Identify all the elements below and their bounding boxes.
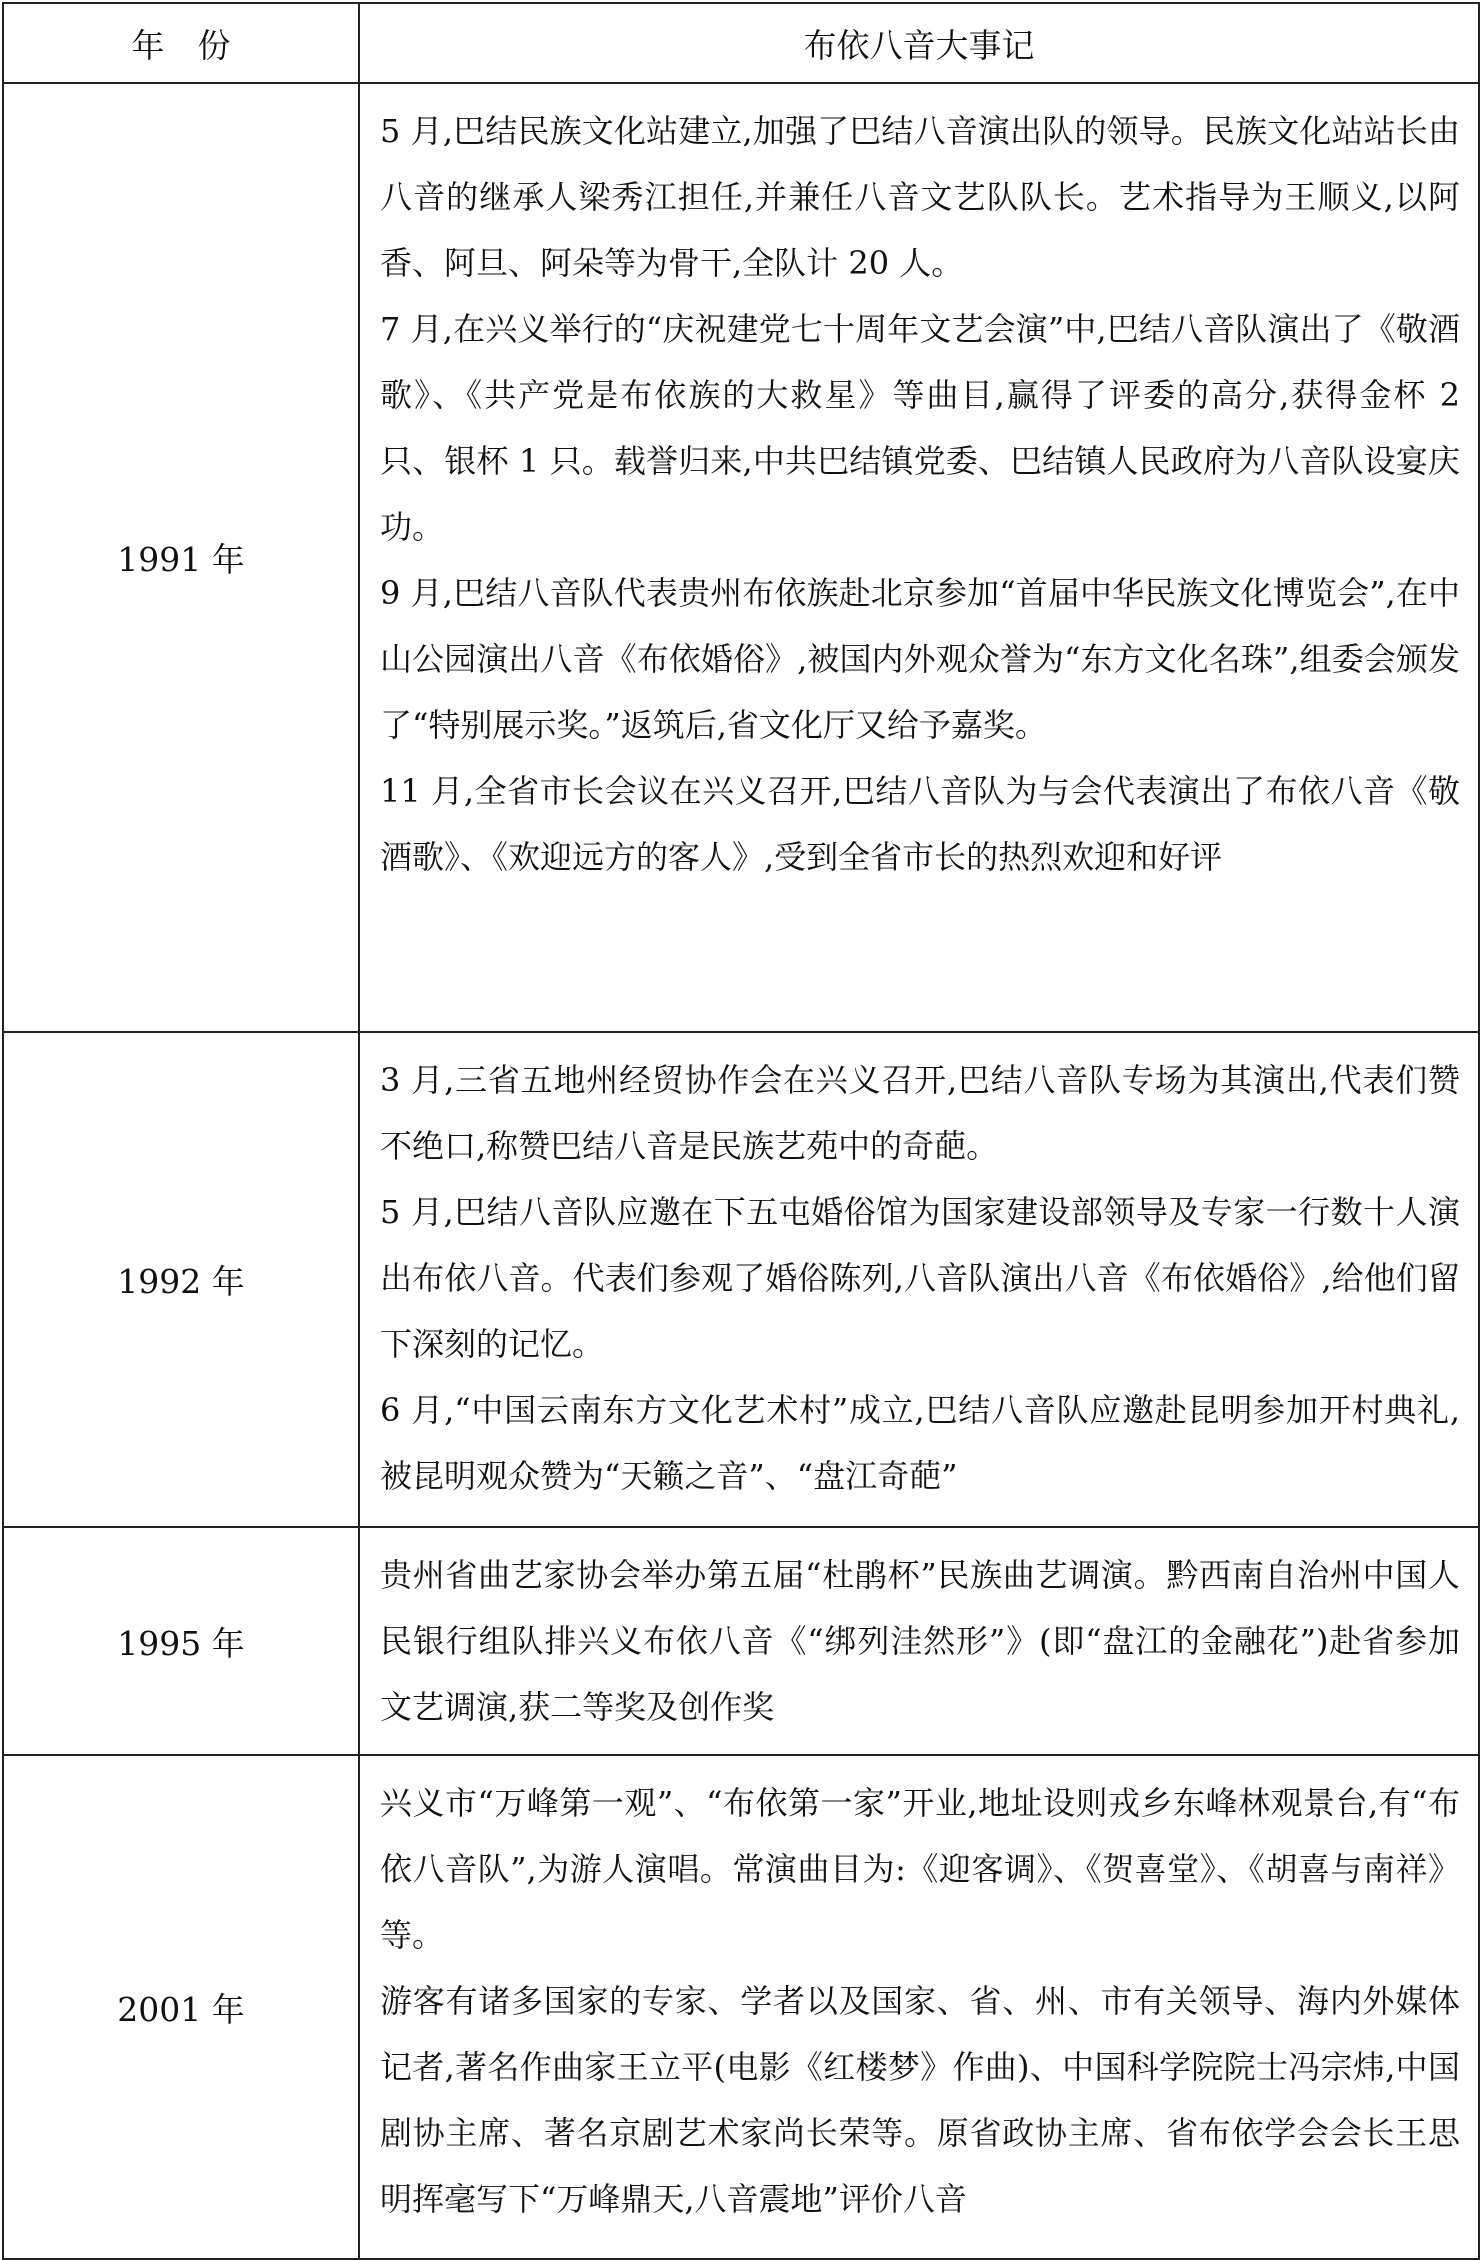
events-cell	[359, 1755, 1479, 2259]
event-paragraph: 6 月,“中国云南东方文化艺术村”成立,巴结八音队应邀赴昆明参加开村典礼,被昆明观众赞为“天籁之音”、“盘江奇葩”	[380, 1391, 1460, 1495]
event-paragraph: 游客有诸多国家的专家、学者以及国家、省、州、市有关领导、海内外媒体记者,著名作曲家王立平(电影《红楼梦》作曲)、中国科学院院士冯宗炜,中国剧协主席、著名京剧艺术家尚长荣等。原省政协主席、省布依学会会长王思明挥毫写下“万峰鼎天,八音震地”评价八音	[380, 1982, 1460, 2218]
year-cell: 1992 年	[3, 1032, 359, 1527]
event-paragraph: 3 月,三省五地州经贸协作会在兴义召开,巴结八音队专场为其演出,代表们赞不绝口,称赞巴结八音是民族艺苑中的奇葩。	[380, 1061, 1460, 1165]
event-paragraph: 11 月,全省市长会议在兴义召开,巴结八音队为与会代表演出了布依八音《敬酒歌》、《欢迎远方的客人》,受到全省市长的热烈欢迎和好评	[380, 772, 1460, 876]
year-column-header: 年 份	[3, 3, 359, 83]
year-cell: 2001 年	[3, 1755, 359, 2259]
event-paragraph: 9 月,巴结八音队代表贵州布依族赴北京参加“首届中华民族文化博览会”,在中山公园演出八音《布依婚俗》,被国内外观众誉为“东方文化名珠”,组委会颁发了“特别展示奖。”返筑后,省文化厅又给予嘉奖。	[380, 574, 1460, 744]
year-cell: 1995 年	[3, 1527, 359, 1755]
events-cell	[359, 1527, 1479, 1755]
table-row	[3, 83, 1479, 1032]
events-table	[2, 2, 1480, 2260]
event-paragraph: 兴义市“万峰第一观”、“布依第一家”开业,地址设则戎乡东峰林观景台,有“布依八音队”,为游人演唱。常演曲目为:《迎客调》、《贺喜堂》、《胡喜与南祥》等。	[380, 1784, 1460, 1954]
events-cell	[359, 1032, 1479, 1527]
table-header-row	[3, 3, 1479, 83]
year-cell: 1991 年	[3, 83, 359, 1032]
table-row	[3, 1032, 1479, 1527]
event-paragraph: 7 月,在兴义举行的“庆祝建党七十周年文艺会演”中,巴结八音队演出了《敬酒歌》、《共产党是布依族的大救星》等曲目,赢得了评委的高分,获得金杯 2 只、银杯 1 只。载誉归来,中共巴结镇党委、巴结镇人民政府为八音队设宴庆功。	[380, 310, 1460, 546]
events-cell	[359, 83, 1479, 1032]
event-paragraph: 贵州省曲艺家协会举办第五届“杜鹃杯”民族曲艺调演。黔西南自治州中国人民银行组队排兴义布依八音《“绑列洼然形”》(即“盘江的金融花”)赴省参加文艺调演,获二等奖及创作奖	[380, 1556, 1460, 1726]
events-column-header: 布依八音大事记	[359, 3, 1479, 83]
event-paragraph: 5 月,巴结民族文化站建立,加强了巴结八音演出队的领导。民族文化站站长由八音的继承人梁秀江担任,并兼任八音文艺队队长。艺术指导为王顺义,以阿香、阿旦、阿朵等为骨干,全队计 20 人。	[380, 112, 1460, 282]
table-row	[3, 1527, 1479, 1755]
event-paragraph: 5 月,巴结八音队应邀在下五屯婚俗馆为国家建设部领导及专家一行数十人演出布依八音。代表们参观了婚俗陈列,八音队演出八音《布依婚俗》,给他们留下深刻的记忆。	[380, 1193, 1460, 1363]
table-row	[3, 1755, 1479, 2259]
